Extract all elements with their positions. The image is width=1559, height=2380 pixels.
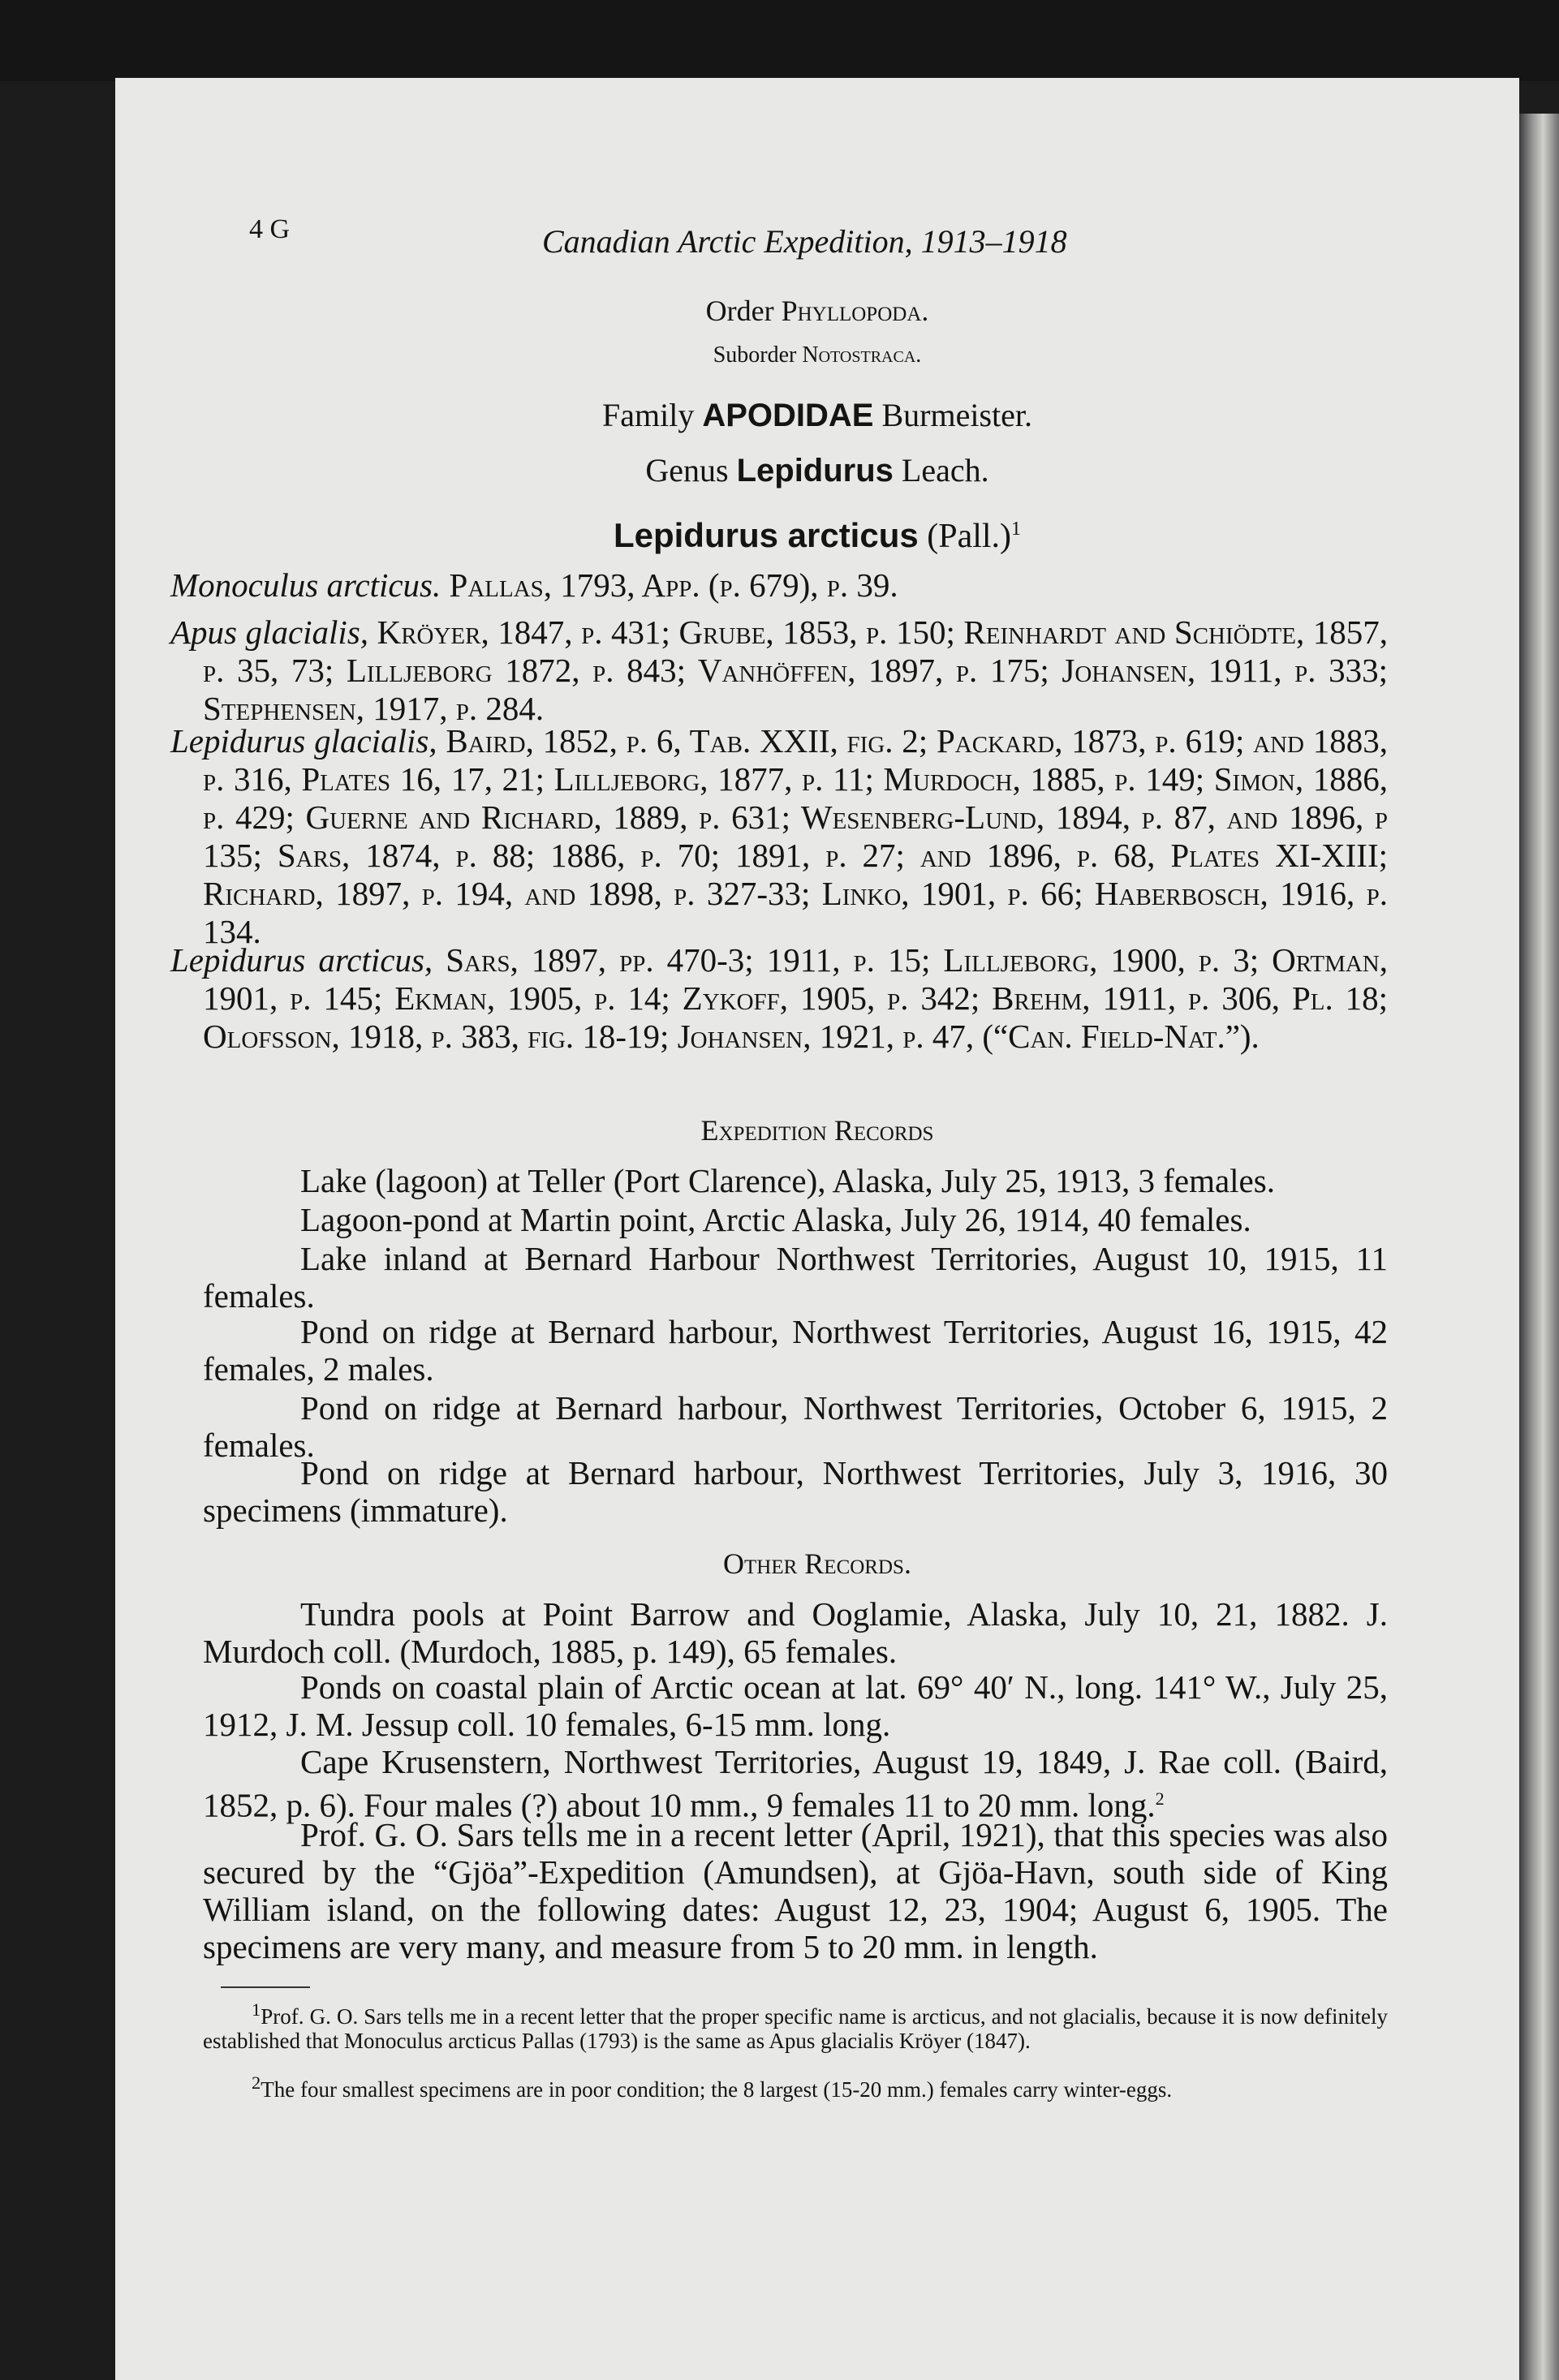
other-records-heading: Other Records.: [723, 1547, 911, 1580]
synonym-refs: Pallas, 1793, App. (p. 679), p. 39.: [449, 566, 898, 604]
synonym-name: Monoculus arcticus.: [170, 566, 441, 604]
scan-top-border: [0, 0, 1559, 81]
family-heading: [115, 396, 1519, 434]
expedition-records-heading: Expedition Records: [700, 1114, 934, 1147]
record-item: Ponds on coastal plain of Arctic ocean at lat. 69° 40′ N., long. 141° W., July 25, 1912, J. M. Jessup coll. 10 females, 6-15 mm. long.: [203, 1668, 1388, 1743]
genus-heading: [115, 451, 1519, 489]
order-name: Phyllopoda.: [781, 295, 929, 327]
synonym-name: Lepidurus arcticus,: [170, 941, 433, 979]
record-item: Lagoon-pond at Martin point, Arctic Alaska, July 26, 1914, 40 females.: [300, 1201, 1251, 1238]
running-title: Canadian Arctic Expedition, 1913–1918: [542, 223, 1067, 260]
synonym-entry: [170, 722, 1389, 951]
footnote-text: Prof. G. O. Sars tells me in a recent letter that the proper specific name is arcticus, and not glacialis, because it is now definitely established that Monoculus arcticus Pallas (1793) is the same as Apus glacialis Kröyer (1847).: [203, 2004, 1388, 2053]
footnote-rule: [221, 1986, 310, 1988]
record-item: Lake (lagoon) at Teller (Port Clarence), Alaska, July 25, 1913, 3 females.: [300, 1162, 1275, 1199]
species-name: Lepidurus arcticus: [613, 516, 919, 554]
genus-name: Lepidurus: [736, 453, 894, 488]
genus-author: Leach.: [901, 452, 989, 488]
footnote-mark: 2: [1155, 1788, 1165, 1809]
record-item: Pond on ridge at Bernard harbour, Northwest Territories, August 16, 1915, 42 females, 2 males.: [203, 1313, 1388, 1388]
species-author: (Pall.): [927, 518, 1012, 555]
suborder-heading: [115, 342, 1519, 368]
footnote: [203, 2071, 1388, 2102]
record-item: Cape Krusenstern, Northwest Territories, August 19, 1849, J. Rae coll. (Baird, 1852, p. 6). Four males (?) about 10 mm., 9 females 11 to 20 mm. long.$^2$: [203, 1743, 1388, 1824]
record-item: Prof. G. O. Sars tells me in a recent letter (April, 1921), that this species was also secured by the “Gjöa”-Expedition (Amundsen), at Gjöa-Havn, south side of King William island, on the following dates: August 12, 23, 1904; August 6, 1905. The specimens are very many, and measure from 5 to 20 mm. in length.: [203, 1816, 1388, 1965]
record-item: Tundra pools at Point Barrow and Ooglamie, Alaska, July 10, 21, 1882. J. Murdoch coll. (Murdoch, 1885, p. 149), 65 females.: [203, 1595, 1388, 1670]
synonym-name: Apus glacialis,: [170, 613, 369, 651]
synonym-refs: Sars, 1897, pp. 470-3; 1911, p. 15; Lilljeborg, 1900, p. 3; Ortman, 1901, p. 145; Ekman, 1905, p. 14; Zykoff, 1905, p. 342; Brehm, 1911, p. 306, Pl. 18; Olofsson, 1918, p. 383, fig. 18-19; Johansen, 1921, p. 47, (“Can. Field-Nat.”).: [203, 941, 1388, 1055]
synonym-refs: Kröyer, 1847, p. 431; Grube, 1853, p. 150; Reinhardt and Schiödte, 1857, p. 35, 73; Lilljeborg 1872, p. 843; Vanhöffen, 1897, p. 175; Johansen, 1911, p. 333; Stephensen, 1917, p. 284.: [203, 613, 1389, 727]
page-number: 4 G: [249, 214, 291, 244]
order-prefix: Order: [705, 295, 774, 327]
page-edge: [1519, 114, 1559, 2380]
suborder-prefix: Suborder: [713, 342, 797, 368]
synonym-entry: [170, 941, 1388, 1056]
synonym-entry: [170, 566, 1388, 605]
footnote: [203, 1998, 1388, 2053]
species-heading: [115, 516, 1519, 556]
genus-prefix: Genus: [645, 452, 729, 488]
order-heading: [115, 294, 1519, 328]
species-footnote-mark: 1: [1011, 519, 1022, 540]
synonym-refs: Baird, 1852, p. 6, Tab. XXII, fig. 2; Packard, 1873, p. 619; and 1883, p. 316, Plates 16, 17, 21; Lilljeborg, 1877, p. 11; Murdoch, 1885, p. 149; Simon, 1886, p. 429; Guerne and Richard, 1889, p. 631; Wesenberg-Lund, 1894, p. 87, and 1896, p 135; Sars, 1874, p. 88; 1886, p. 70; 1891, p. 27; and 1896, p. 68, Plates XI-XIII; Richard, 1897, p. 194, and 1898, p. 327-33; Linko, 1901, p. 66; Haberbosch, 1916, p. 134.: [203, 722, 1389, 950]
synonym-entry: [170, 613, 1389, 728]
family-author: Burmeister.: [881, 397, 1032, 433]
footnote-number: 1: [252, 1999, 261, 2020]
record-item: Lake inland at Bernard Harbour Northwest Territories, August 10, 1915, 11 females.: [203, 1240, 1388, 1315]
record-item: Pond on ridge at Bernard harbour, Northwest Territories, July 3, 1916, 30 specimens (immature).: [203, 1454, 1388, 1529]
family-name: APODIDAE: [702, 398, 874, 433]
synonym-name: Lepidurus glacialis,: [170, 722, 437, 760]
family-prefix: Family: [601, 397, 695, 433]
suborder-name: Notostraca.: [802, 342, 922, 368]
record-item: Pond on ridge at Bernard harbour, Northwest Territories, October 6, 1915, 2 females.: [203, 1389, 1388, 1464]
footnote-number: 2: [252, 2072, 261, 2093]
footnote-text: The four smallest specimens are in poor condition; the 8 largest (15-20 mm.) females carry winter-eggs.: [261, 2077, 1173, 2102]
